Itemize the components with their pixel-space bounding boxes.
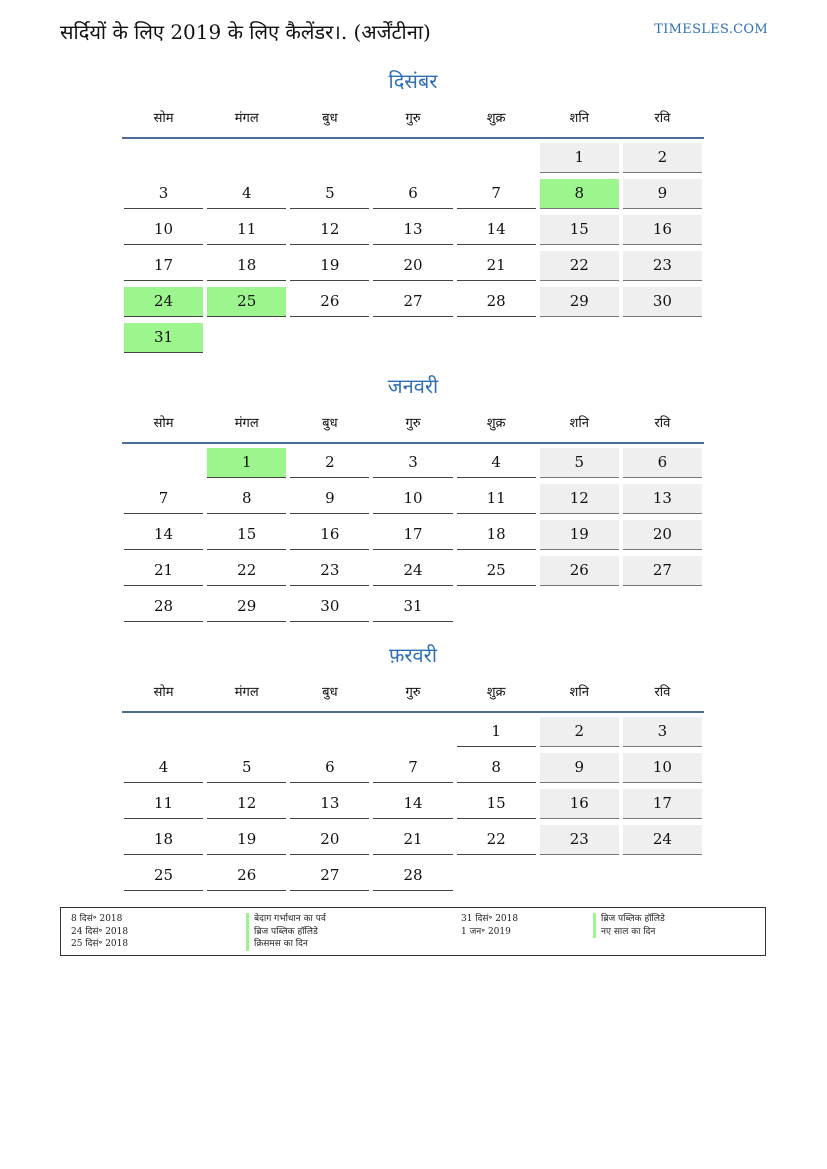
holiday-day-cell: 25 [207,287,286,317]
day-cell: 21 [373,825,452,855]
day-cell: 18 [207,251,286,281]
weekday-header [122,409,704,444]
day-cell: 10 [623,753,702,783]
day-cell: 23 [540,825,619,855]
day-cell: 14 [124,520,203,550]
weekday-label: मंगल [234,685,259,700]
day-cell: 4 [207,179,286,209]
weekday-header [122,104,704,139]
day-cell: 22 [540,251,619,281]
day-grid [122,143,704,359]
day-cell: 20 [623,520,702,550]
day-cell: 25 [124,861,203,891]
empty-cell [124,448,203,478]
weekday-label: मंगल [234,416,259,431]
day-cell: 24 [623,825,702,855]
holiday-day-cell: 1 [207,448,286,478]
day-cell: 22 [457,825,536,855]
day-cell: 5 [290,179,369,209]
day-cell: 4 [124,753,203,783]
day-cell: 23 [290,556,369,586]
weekday-label: रवि [654,416,671,431]
weekday-label: बुध [322,685,338,700]
day-cell: 11 [207,215,286,245]
weekday-header [122,678,704,713]
day-cell: 6 [373,179,452,209]
day-cell: 6 [623,448,702,478]
day-cell: 21 [457,251,536,281]
day-cell: 21 [124,556,203,586]
day-cell: 9 [623,179,702,209]
day-cell: 17 [373,520,452,550]
weekday-label: गुरु [405,416,421,431]
day-grid [122,448,704,628]
legend-holiday-name: ब्रिज पब्लिक हॉलिडे [246,926,326,939]
weekday-label: शुक्र [486,416,506,431]
legend-holiday-name: ब्रिज पब्लिक हॉलिडे [593,913,665,926]
empty-cell [457,143,536,173]
day-cell: 13 [623,484,702,514]
day-cell: 27 [290,861,369,891]
day-cell: 15 [207,520,286,550]
legend-date: 1 जन॰ 2019 [461,926,511,937]
day-cell: 26 [290,287,369,317]
holiday-day-cell: 8 [540,179,619,209]
day-cell: 27 [373,287,452,317]
day-cell: 10 [373,484,452,514]
site-link[interactable]: TIMESLES.COM [654,22,768,37]
day-cell: 28 [457,287,536,317]
day-cell: 24 [373,556,452,586]
day-cell: 5 [540,448,619,478]
empty-cell [207,717,286,747]
weekday-label: शनि [569,416,589,431]
empty-cell [124,143,203,173]
legend-date: 25 दिसं॰ 2018 [71,939,129,949]
weekday-label: बुध [322,111,338,126]
day-cell: 11 [457,484,536,514]
day-cell: 6 [290,753,369,783]
day-cell: 9 [290,484,369,514]
day-cell: 7 [457,179,536,209]
legend-holiday-name: नए साल का दिन [593,926,665,939]
month-december [122,66,704,359]
weekday-label: बुध [322,416,338,431]
day-cell: 20 [373,251,452,281]
day-cell: 29 [207,592,286,622]
holiday-legend [60,907,766,956]
day-cell: 5 [207,753,286,783]
day-cell: 7 [373,753,452,783]
day-cell: 2 [623,143,702,173]
day-cell: 26 [540,556,619,586]
weekday-label: रवि [654,685,671,700]
day-cell: 8 [207,484,286,514]
day-cell: 17 [623,789,702,819]
day-cell: 25 [457,556,536,586]
empty-cell [290,717,369,747]
holiday-day-cell: 24 [124,287,203,317]
weekday-label: शुक्र [486,111,506,126]
day-cell: 28 [373,861,452,891]
month-name: जनवरी [387,374,439,398]
day-cell: 14 [373,789,452,819]
day-cell: 11 [124,789,203,819]
page-title: सर्दियों के लिए 2019 के लिए कैलेंडर।. (अर्जेंटीना) [60,20,431,44]
legend-holiday-name: क्रिसमस का दिन [246,938,326,951]
day-cell: 13 [373,215,452,245]
day-cell: 23 [623,251,702,281]
holiday-day-cell: 31 [124,323,203,353]
legend-right-dates [461,913,518,938]
day-cell: 20 [290,825,369,855]
day-cell: 3 [623,717,702,747]
month-january [122,371,704,628]
day-cell: 30 [623,287,702,317]
day-cell: 9 [540,753,619,783]
day-cell: 19 [540,520,619,550]
day-cell: 19 [290,251,369,281]
weekday-label: मंगल [234,111,259,126]
empty-cell [373,143,452,173]
weekday-label: सोम [153,416,174,431]
legend-right-names [593,913,665,938]
day-cell: 12 [290,215,369,245]
day-cell: 16 [290,520,369,550]
day-cell: 10 [124,215,203,245]
day-cell: 1 [457,717,536,747]
weekday-label: शुक्र [486,685,506,700]
day-cell: 22 [207,556,286,586]
empty-cell [290,143,369,173]
day-cell: 18 [457,520,536,550]
weekday-label: शनि [569,111,589,126]
day-cell: 28 [124,592,203,622]
day-cell: 30 [290,592,369,622]
day-cell: 15 [540,215,619,245]
weekday-label: सोम [153,111,174,126]
month-name: फ़रवरी [388,643,438,667]
legend-left-dates [71,913,128,951]
day-cell: 3 [124,179,203,209]
day-cell: 7 [124,484,203,514]
legend-left-names [246,913,326,951]
weekday-label: गुरु [405,685,421,700]
day-cell: 4 [457,448,536,478]
day-cell: 16 [623,215,702,245]
day-cell: 14 [457,215,536,245]
legend-date: 24 दिसं॰ 2018 [71,926,129,937]
weekday-label: गुरु [405,111,421,126]
day-cell: 27 [623,556,702,586]
legend-holiday-name: बेदाग गर्भाधान का पर्व [246,913,326,926]
weekday-label: रवि [654,111,671,126]
weekday-label: सोम [153,685,174,700]
day-cell: 15 [457,789,536,819]
day-cell: 1 [540,143,619,173]
day-cell: 18 [124,825,203,855]
day-cell: 12 [207,789,286,819]
day-cell: 17 [124,251,203,281]
day-grid [122,717,704,897]
legend-date: 31 दिसं॰ 2018 [461,914,519,924]
day-cell: 2 [290,448,369,478]
day-cell: 8 [457,753,536,783]
weekday-label: शनि [569,685,589,700]
day-cell: 3 [373,448,452,478]
day-cell: 13 [290,789,369,819]
day-cell: 16 [540,789,619,819]
day-cell: 19 [207,825,286,855]
day-cell: 2 [540,717,619,747]
day-cell: 29 [540,287,619,317]
empty-cell [373,717,452,747]
empty-cell [207,143,286,173]
empty-cell [124,717,203,747]
day-cell: 12 [540,484,619,514]
month-name: दिसंबर [388,69,438,93]
legend-date: 8 दिसं॰ 2018 [71,914,123,924]
day-cell: 31 [373,592,452,622]
month-february [122,640,704,897]
day-cell: 26 [207,861,286,891]
